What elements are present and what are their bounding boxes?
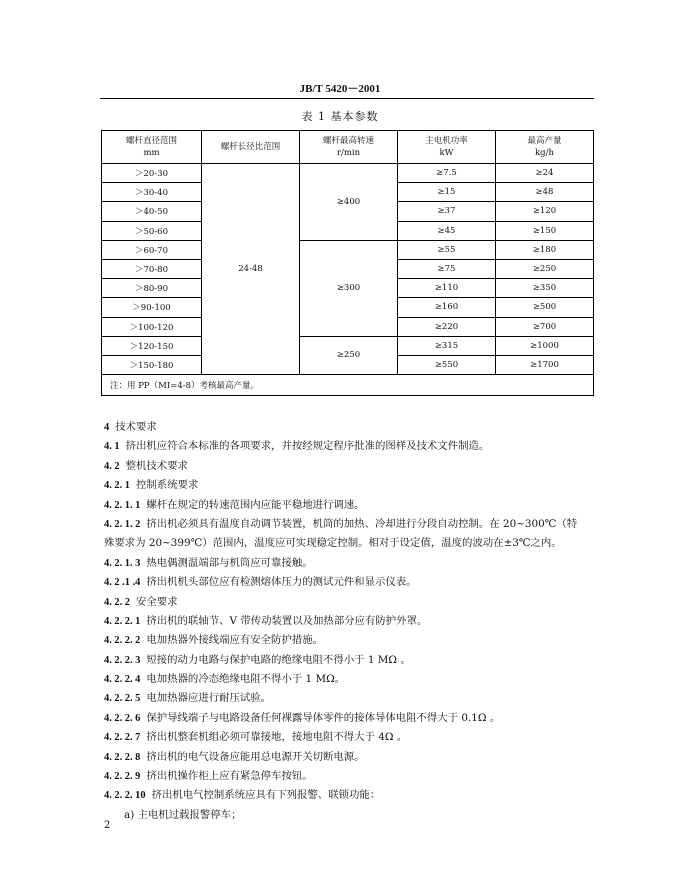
- diameter-cell: ＞120-150: [102, 336, 202, 355]
- clause-line: [104, 786, 594, 805]
- output-cell: ≥180: [496, 240, 594, 259]
- clause-line: [104, 709, 594, 728]
- clause-text: 殊要求为 20~399℃）范围内，温度应可实现稳定控制。相对于设定值，温度的波动在±3℃之内。: [104, 537, 562, 550]
- clause-number: 4. 2. 2. 3: [104, 654, 141, 666]
- clause-line: [104, 748, 594, 767]
- power-cell: ≥7.5: [398, 164, 496, 183]
- clause-line: [104, 554, 594, 573]
- clause-line: [104, 612, 594, 631]
- parameters-table: [101, 130, 594, 396]
- diameter-cell: ＞40-50: [102, 202, 202, 221]
- clause-line: [104, 689, 594, 708]
- clause-text: 挤出机电气控制系统应具有下列报警、联锁功能：: [151, 789, 381, 802]
- output-cell: ≥500: [496, 298, 594, 317]
- clause-text: 挤出机必须具有温度自动调节装置，机筒的加热、冷却进行分段自动控制。在 20~300℃（特: [146, 517, 578, 530]
- clause-text: 挤出机的电气设备应能用总电源开关切断电源。: [146, 750, 365, 763]
- speed-cell: ≥250: [300, 336, 398, 374]
- clause-line: [104, 573, 594, 592]
- clause-line: [104, 631, 594, 650]
- clause-text: 挤出机整套机组必须可靠接地，接地电阻不得大于 4Ω 。: [146, 731, 408, 744]
- diameter-cell: ＞60-70: [102, 240, 202, 259]
- speed-cell: ≥300: [300, 240, 398, 336]
- output-cell: ≥250: [496, 259, 594, 278]
- diameter-cell: ＞100-120: [102, 317, 202, 336]
- ratio-cell: 24-48: [202, 164, 300, 375]
- output-cell: ≥1000: [496, 336, 594, 355]
- clause-text: 短接的动力电路与保护电路的绝缘电阻不得小于 1 MΩ 。: [146, 653, 411, 666]
- power-cell: ≥75: [398, 259, 496, 278]
- power-cell: ≥315: [398, 336, 496, 355]
- output-cell: ≥1700: [496, 355, 594, 374]
- clause-line: [104, 534, 594, 553]
- clause-number: 4. 2. 2. 4: [104, 674, 141, 686]
- clause-number: 4. 2. 1. 3: [104, 557, 141, 569]
- power-cell: ≥110: [398, 279, 496, 298]
- table-row: [102, 240, 594, 259]
- clause-line: [104, 670, 594, 689]
- clause-text: 挤出机操作柜上应有紧急停车按钮。: [146, 770, 313, 783]
- table-header-row: [102, 131, 594, 164]
- clause-text: 挤出机的联轴节、V 带传动装置以及加热部分应有防护外罩。: [146, 614, 428, 627]
- clause-line: [104, 728, 594, 747]
- clause-number: 4. 2. 2. 7: [104, 732, 141, 744]
- table-note: 注：用 PP（MI=4-8）考核最高产量。: [102, 375, 594, 396]
- clause-text: 热电偶测温端部与机筒应可靠接触。: [146, 556, 313, 569]
- clause-line: [104, 515, 594, 534]
- power-cell: ≥160: [398, 298, 496, 317]
- power-cell: ≥15: [398, 183, 496, 202]
- clause-number: 4. 1: [104, 441, 120, 453]
- output-cell: ≥700: [496, 317, 594, 336]
- clause-number: 4. 2 .1 .4: [104, 577, 141, 589]
- output-cell: ≥48: [496, 183, 594, 202]
- diameter-cell: ＞80-90: [102, 279, 202, 298]
- clause-number: 4: [104, 422, 110, 433]
- power-cell: ≥37: [398, 202, 496, 221]
- clause-text: 技术要求: [115, 421, 157, 433]
- diameter-cell: ＞30-40: [102, 183, 202, 202]
- clause-number: 4. 2. 2. 2: [104, 635, 141, 647]
- diameter-cell: ＞150-180: [102, 355, 202, 374]
- clause-text: 控制系统要求: [135, 479, 199, 492]
- clause-line: [104, 437, 594, 456]
- diameter-cell: ＞90-100: [102, 298, 202, 317]
- header-speed: 螺杆最高转速 r/min: [300, 131, 398, 164]
- diameter-cell: ＞20-30: [102, 164, 202, 183]
- clause-text: 挤出机应符合本标准的各项要求，并按经规定程序批准的图样及技术文件制造。: [125, 440, 490, 453]
- clause-line: [104, 457, 594, 476]
- clause-text: 保护导线端子与电路设备任何裸露导体零件的接体导体电阻不得大于 0.1Ω 。: [146, 711, 501, 724]
- clause-number: 4. 2. 1. 1: [104, 499, 141, 511]
- clause-number: 4. 2. 2: [104, 596, 130, 608]
- clause-text: 安全要求: [135, 595, 178, 608]
- clause-number: 4. 2. 1. 2: [104, 518, 141, 530]
- technical-requirements: [104, 418, 594, 825]
- clause-text: 电加热器外接线端应有安全防护措施。: [146, 634, 324, 647]
- clause-text: 螺杆在规定的转速范围内应能平稳地进行调速。: [146, 498, 365, 511]
- power-cell: ≥550: [398, 355, 496, 374]
- clause-line: [104, 651, 594, 670]
- clause-number: 4. 2. 1: [104, 480, 130, 492]
- page-number: 2: [104, 820, 111, 831]
- output-cell: ≥120: [496, 202, 594, 221]
- clause-line: [104, 593, 594, 612]
- clause-number: 4. 2. 2. 1: [104, 615, 141, 627]
- table-note-row: [102, 375, 594, 396]
- clause-line: [104, 806, 594, 825]
- header-power: 主电机功率 kW: [398, 131, 496, 164]
- clause-number: 4. 2. 2. 8: [104, 751, 141, 763]
- clause-number: 4. 2: [104, 460, 120, 472]
- table-row: [102, 336, 594, 355]
- power-cell: ≥220: [398, 317, 496, 336]
- clause-text: 挤出机机头部位应有检测熔体压力的测试元件和显示仪表。: [146, 576, 417, 589]
- speed-cell: ≥400: [300, 164, 398, 241]
- diameter-cell: ＞70-80: [102, 259, 202, 278]
- clause-line: [104, 476, 594, 495]
- document-code: JB/T 5420－2001: [299, 83, 381, 95]
- clause-line: [104, 418, 594, 437]
- power-cell: ≥55: [398, 240, 496, 259]
- clause-number: 4. 2. 2. 9: [104, 771, 141, 783]
- clause-text: a) 主电机过载报警停车；: [124, 808, 242, 821]
- clause-number: 4. 2. 2. 10: [104, 790, 146, 802]
- clause-text: 电加热器的冷态绝缘电阻不得小于 1 MΩ。: [146, 673, 346, 686]
- clause-number: 4. 2. 2. 6: [104, 712, 141, 724]
- diameter-cell: ＞50-60: [102, 221, 202, 240]
- clause-text: 电加热器应进行耐压试验。: [146, 692, 272, 705]
- output-cell: ≥150: [496, 221, 594, 240]
- table-caption: 表 1 基本参数: [301, 110, 379, 123]
- header-output: 最高产量 kg/h: [496, 131, 594, 164]
- clause-number: 4. 2. 2. 5: [104, 693, 141, 705]
- header-diameter: 螺杆直径范围 mm: [102, 131, 202, 164]
- output-cell: ≥350: [496, 279, 594, 298]
- clause-line: [104, 767, 594, 786]
- clause-line: [104, 496, 594, 515]
- table-row: [102, 164, 594, 183]
- output-cell: ≥24: [496, 164, 594, 183]
- header-rule: [100, 98, 594, 99]
- header-ratio: 螺杆长径比范围: [202, 131, 300, 164]
- clause-text: 整机技术要求: [125, 459, 188, 472]
- power-cell: ≥45: [398, 221, 496, 240]
